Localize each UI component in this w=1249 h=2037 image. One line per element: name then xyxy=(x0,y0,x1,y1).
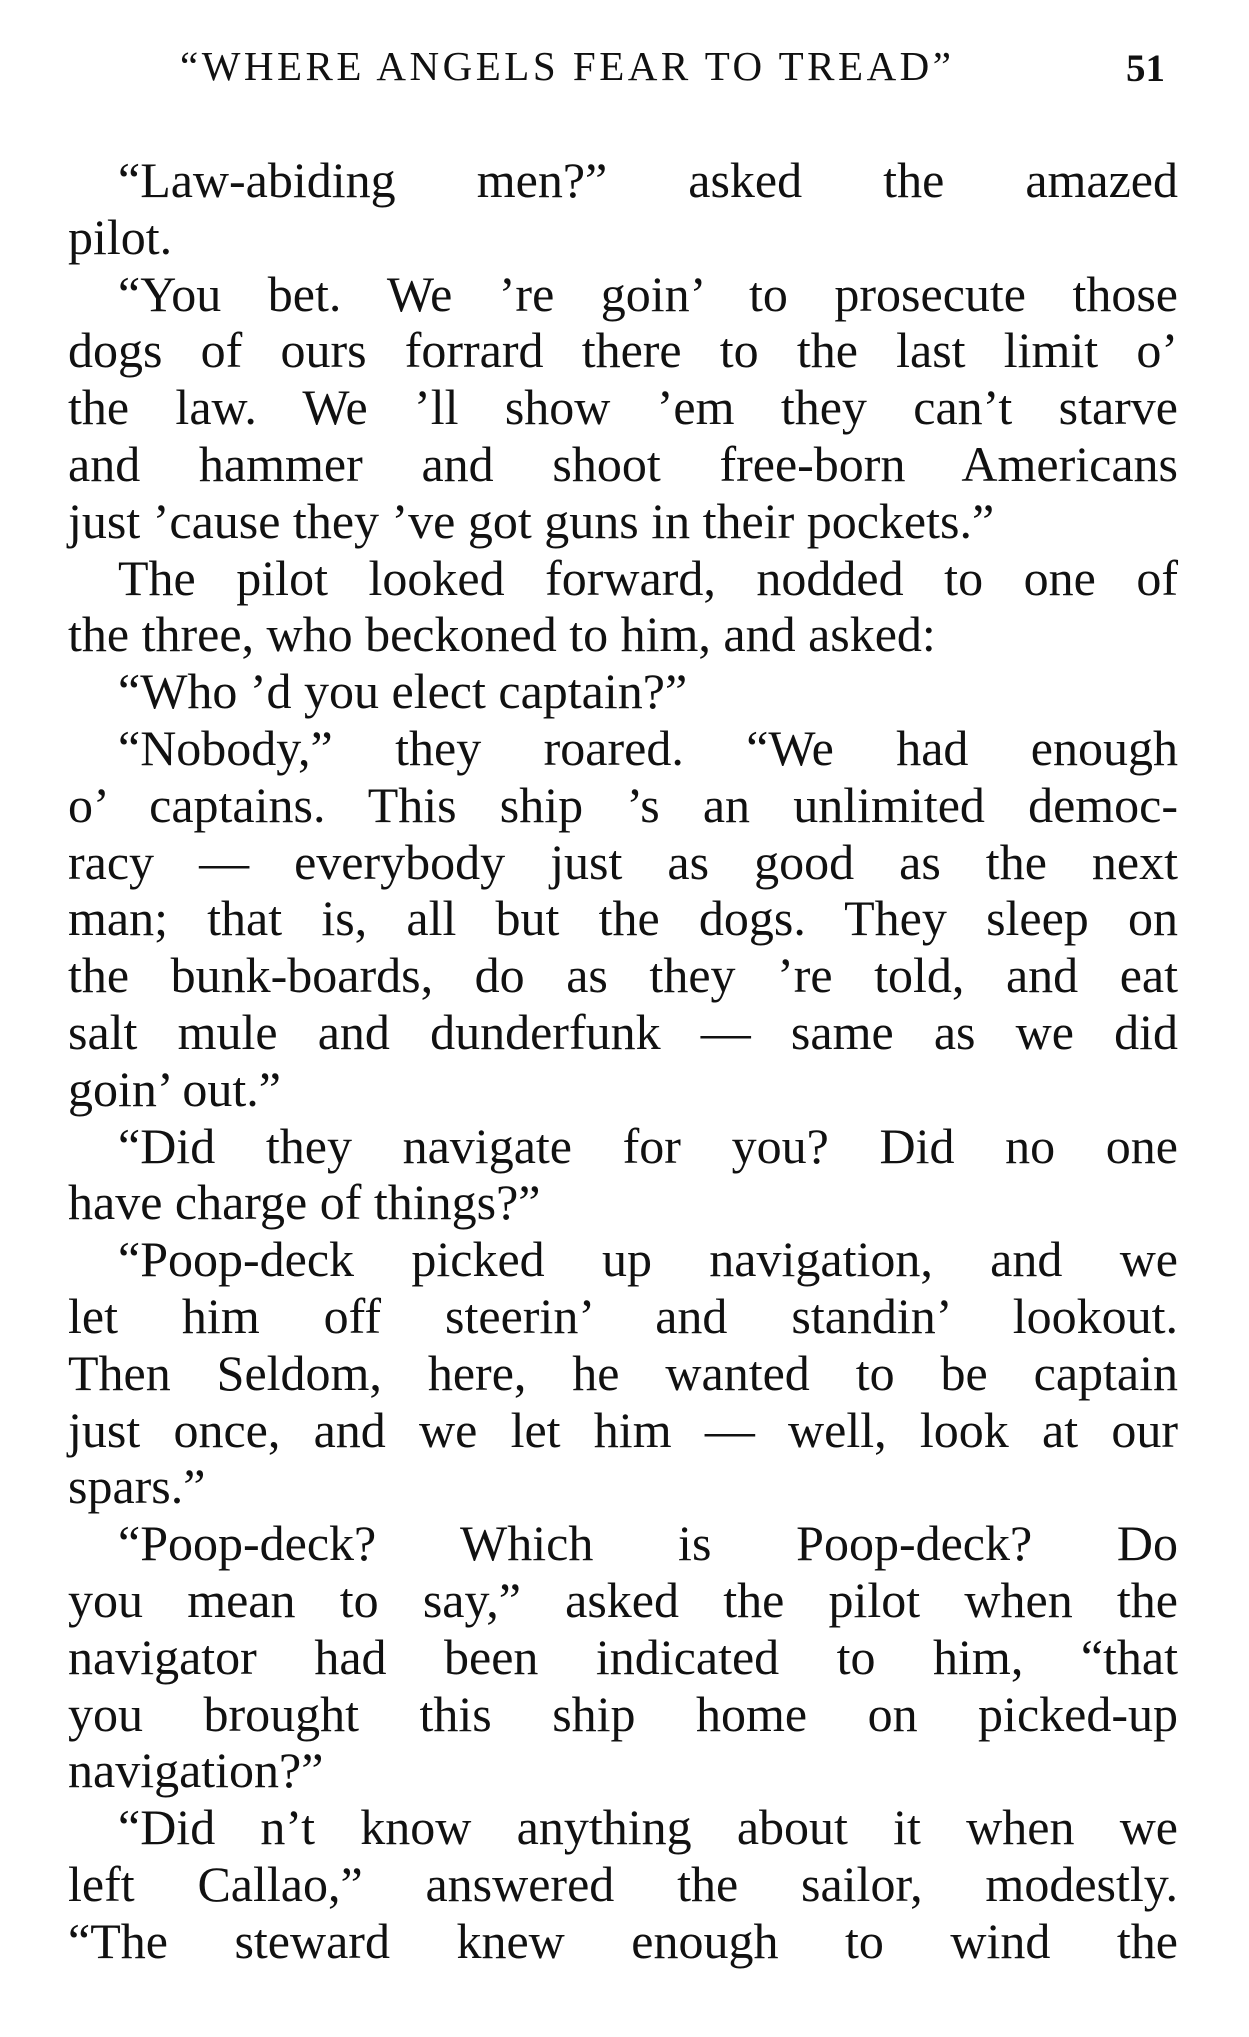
text-line: “Did n’t know anything about it when we xyxy=(118,1799,1178,1856)
text-line: you mean to say,” asked the pilot when the xyxy=(68,1571,1178,1628)
text-line: o’ captains. This ship ’s an unlimited democ- xyxy=(68,776,1178,833)
text-line: navigator had been indicated to him, “that xyxy=(68,1628,1178,1685)
text-line: Then Seldom, here, he wanted to be captain xyxy=(68,1344,1178,1401)
text-line: the bunk-boards, do as they ’re told, and eat xyxy=(68,947,1178,1004)
body-text xyxy=(68,152,1178,1970)
text-line: “Did they navigate for you? Did no one xyxy=(118,1117,1178,1174)
text-line: and hammer and shoot free-born Americans xyxy=(68,435,1178,492)
text-line: “Nobody,” they roared. “We had enough xyxy=(118,719,1178,776)
page-number: 51 xyxy=(1126,47,1165,90)
text-line: dogs of ours forrard there to the last limit o’ xyxy=(68,322,1178,379)
text-line: The pilot looked forward, nodded to one of xyxy=(118,549,1178,606)
text-line: racy — everybody just as good as the next xyxy=(68,833,1178,890)
text-line: goin’ out.” xyxy=(68,1060,281,1117)
text-line: “You bet. We ’re goin’ to prosecute those xyxy=(118,265,1178,322)
text-line: you brought this ship home on picked-up xyxy=(68,1685,1178,1742)
text-line: “Poop-deck? Which is Poop-deck? Do xyxy=(118,1515,1178,1572)
text-line: “Poop-deck picked up navigation, and we xyxy=(118,1231,1178,1288)
text-line: salt mule and dunderfunk — same as we did xyxy=(68,1003,1178,1060)
text-line: let him off steerin’ and standin’ lookout. xyxy=(68,1287,1178,1344)
text-line: navigation?” xyxy=(68,1742,324,1799)
text-line: “Law-abiding men?” asked the amazed xyxy=(118,152,1178,208)
running-head xyxy=(150,42,1200,102)
running-title: “WHERE ANGELS FEAR TO TREAD” xyxy=(180,43,955,89)
text-line: left Callao,” answered the sailor, modestly. xyxy=(68,1855,1178,1912)
text-line: the law. We ’ll show ’em they can’t starve xyxy=(68,379,1178,436)
text-line: just ’cause they ’ve got guns in their pockets.” xyxy=(68,492,995,549)
text-line: just once, and we let him — well, look at our xyxy=(68,1401,1178,1458)
text-line: pilot. xyxy=(68,208,173,265)
text-line: the three, who beckoned to him, and asked: xyxy=(68,606,936,663)
text-line: have charge of things?” xyxy=(68,1174,541,1231)
text-line: “The steward knew enough to wind the xyxy=(68,1912,1178,1969)
text-line: “Who ’d you elect captain?” xyxy=(118,663,688,720)
text-line: man; that is, all but the dogs. They sleep on xyxy=(68,890,1178,947)
text-line: spars.” xyxy=(68,1458,206,1515)
